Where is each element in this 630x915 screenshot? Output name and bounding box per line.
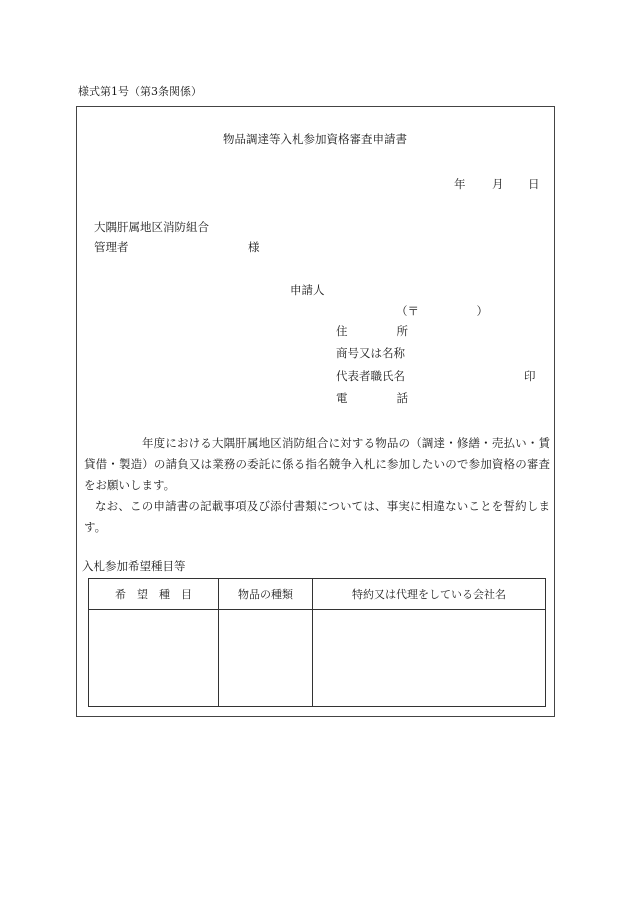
table-header-row	[89, 579, 546, 610]
recipient-manager: 管理者	[94, 240, 129, 254]
date-month-label: 月	[492, 177, 504, 191]
postal-close: ）	[476, 304, 488, 318]
phone-label: 電 話	[336, 391, 408, 405]
request-paragraph: 年度における大隅肝属地区消防組合に対する物品の（調達・修繕・売払い・賃貸借・製造）の請負又は業務の委託に係る指名競争入札に参加したいので参加資格の審査をお願いします。	[84, 436, 550, 492]
bid-items-table	[88, 578, 546, 707]
pledge-paragraph: なお、この申請書の記載事項及び添付書類については、事実に相違ないことを誓約します。	[84, 499, 550, 534]
recipient-organization: 大隅肝属地区消防組合	[94, 220, 209, 234]
postal-open: （〒	[396, 304, 419, 318]
column-agency-company: 特約又は代理をしている会社名	[313, 579, 546, 610]
agency-company-cell[interactable]	[313, 610, 546, 707]
company-name-label: 商号又は名称	[336, 346, 405, 360]
table-heading: 入札参加希望種目等	[82, 559, 186, 573]
table-row	[89, 610, 546, 707]
applicant-label: 申請人	[290, 283, 325, 297]
column-item-type: 物品の種類	[219, 579, 313, 610]
item-type-cell[interactable]	[219, 610, 313, 707]
column-desired-category: 希 望 種 目	[89, 579, 219, 610]
desired-category-cell[interactable]	[89, 610, 219, 707]
seal-mark: 印	[524, 369, 536, 383]
recipient-honorific: 様	[248, 240, 260, 254]
representative-label: 代表者職氏名	[336, 369, 405, 383]
address-label: 住 所	[336, 324, 408, 338]
form-number-label: 様式第1号（第3条関係）	[78, 85, 202, 98]
date-day-label: 日	[528, 177, 540, 191]
document-title: 物品調達等入札参加資格審査申請書	[223, 132, 407, 146]
date-year-label: 年	[454, 177, 466, 191]
